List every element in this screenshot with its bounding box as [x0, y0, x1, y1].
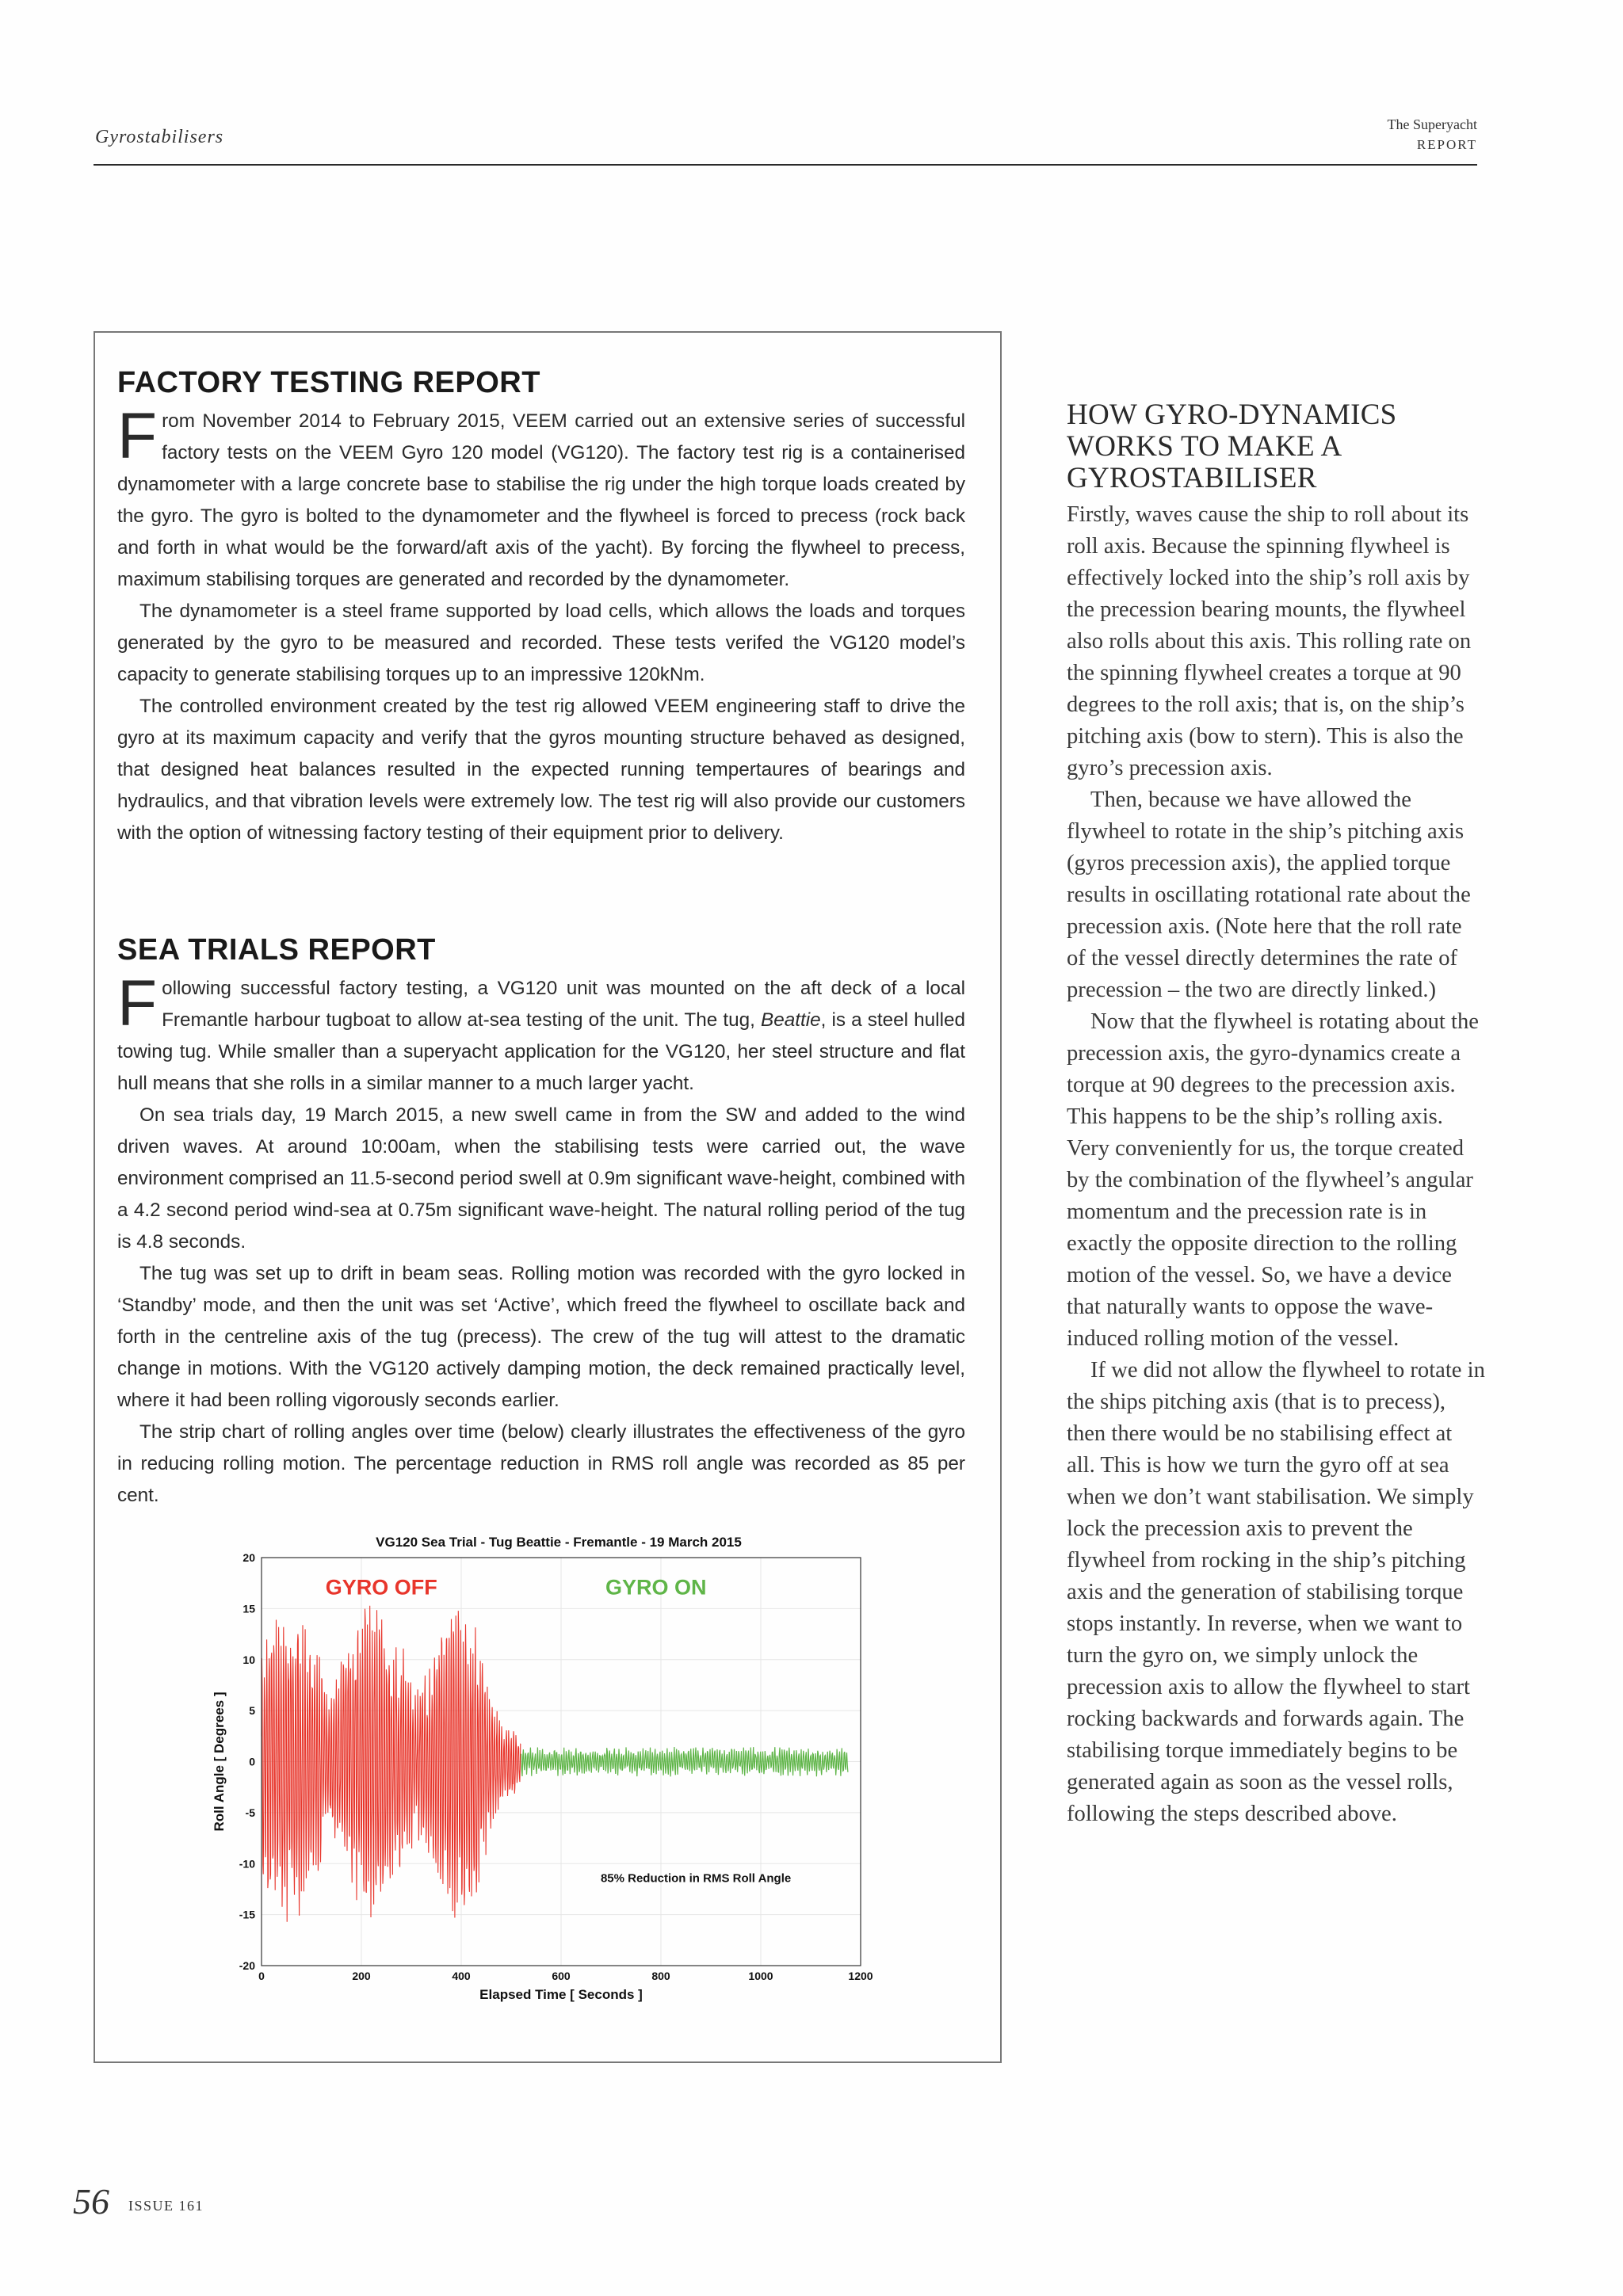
- y-axis-label: Roll Angle [ Degrees ]: [212, 1691, 227, 1832]
- sea-trials-body: [117, 967, 965, 1512]
- factory-body: [117, 400, 965, 849]
- sea-p1-text-a: ollowing successful factory testing, a VG120 unit was mounted on the aft deck of a local Fremantle harbour tugboat to allow at-sea testing of the unit. The tug,: [162, 978, 965, 1031]
- x-tick-label: 0: [258, 1970, 265, 1982]
- gyro-off-series: [262, 1606, 521, 1922]
- tug-name: Beattie: [761, 1009, 821, 1031]
- factory-p1-text: rom November 2014 to February 2015, VEEM carried out an extensive series of successful factory tests on the VEEM Gyro 120 model (VG120). The factory test rig is a containerised dynamometer with a large concrete base to stabilise the rig under the high torque loads created by the gyro. The gyro is bolted to the dynamometer and the flywheel is forced to precess (rock back and forth in what would be the forward/aft axis of the yacht). By forcing the flywheel to precess, maximum stabilising torques are generated and recorded by the dynamometer.: [117, 410, 965, 590]
- sea-paragraph: The tug was set up to drift in beam seas. Rolling motion was recorded with the gyro locked in ‘Standby’ mode, and then the unit was set ‘Active’, which freed the flywheel to oscillate back and forth in the centreline axis of the tug (precess). The crew of the tug will attest to the dramatic change in motions. With the VG120 actively damping motion, the deck remained practically level, where it had been rolling vigorously seconds earlier.: [117, 1263, 965, 1411]
- x-tick-label: 1200: [848, 1970, 873, 1982]
- y-tick-label: 15: [242, 1602, 255, 1615]
- gyro-on-label: GYRO ON: [605, 1575, 707, 1600]
- x-tick-label: 400: [452, 1970, 471, 1982]
- reduction-annotation: 85% Reduction in RMS Roll Angle: [600, 1871, 792, 1886]
- sea-paragraph: On sea trials day, 19 March 2015, a new swell came in from the SW and added to the wind driven waves. At around 10:00am, when the stabilising tests were carried out, the wave environment comprised an 11.5-second period swell at 0.9m significant wave-height, combined with a 4.2 second period wind-sea at 0.75m significant wave-height. The natural rolling period of the tug is 4.8 seconds.: [117, 1104, 965, 1253]
- page-number: 56: [73, 2181, 109, 2222]
- factory-paragraph: The dynamometer is a steel frame supported by load cells, which allows the loads and torques generated by the gyro to be measured and recorded. These tests verifed the VG120 model’s capacity to generate stabilising torques up to an impressive 120kNm.: [117, 601, 965, 685]
- dropcap: F: [117, 967, 158, 1039]
- x-axis-label: Elapsed Time [ Seconds ]: [479, 1987, 643, 2002]
- dropcap: F: [117, 400, 158, 472]
- factory-title: FACTORY TESTING REPORT: [117, 366, 540, 399]
- x-tick-label: 200: [352, 1970, 371, 1982]
- sea-paragraph: [117, 967, 965, 1100]
- y-tick-label: 5: [249, 1704, 255, 1718]
- y-tick-label: -15: [239, 1908, 255, 1921]
- article-paragraph: Then, because we have allowed the flywheel to rotate in the ship’s pitching axis (gyros precession axis), the applied torque results in oscillating rotational rate about the precession axis. (Note here that the roll rate of the vessel directly determines the rate of precession – the two are directly linked.): [1067, 788, 1471, 1002]
- x-tick-label: 1000: [748, 1970, 773, 1982]
- section-title: Gyrostabilisers: [95, 127, 224, 147]
- sea-paragraph: The strip chart of rolling angles over time (below) clearly illustrates the effectiveness of the gyro in reducing rolling motion. The percentage reduction in RMS roll angle was recorded as 85 per cent.: [117, 1421, 965, 1506]
- article-paragraph: If we did not allow the flywheel to rotate in the ships pitching axis (that is to precess), then there would be no stabilising effect at all. This is how we turn the gyro off at sea when we don’t want stabilisation. We simply lock the precession axis to prevent the flywheel from rocking in the ship’s pitching axis and the generation of stabilising torque stops instantly. In reverse, when we want to turn the gyro on, we simply unlock the precession axis to allow the flywheel to start rocking backwards and forwards again. The stabilising torque immediately begins to be generated again as soon as the vessel rolls, following the steps described above.: [1067, 1358, 1485, 1826]
- article-title: HOW GYRO-DYNAMICS WORKS TO MAKE A GYROSTABILISER: [1067, 399, 1397, 494]
- publication-line-2: REPORT: [1416, 137, 1477, 152]
- y-tick-label: 0: [249, 1755, 255, 1768]
- factory-paragraph: The controlled environment created by the test rig allowed VEEM engineering staff to drive the gyro at its maximum capacity and verify that the gyros mounting structure behaved as designed, that designed heat balances resulted in the expected running tempertaures of bearings and hydraulics, and that vibration levels were extremely low. The test rig will also provide our customers with the option of witnessing factory testing of their equipment prior to delivery.: [117, 696, 965, 844]
- publication-name: [1388, 114, 1477, 155]
- y-tick-label: -5: [245, 1806, 255, 1819]
- x-tick-label: 800: [651, 1970, 670, 1982]
- sea-trials-title: SEA TRIALS REPORT: [117, 933, 436, 967]
- article-paragraph: Firstly, waves cause the ship to roll about its roll axis. Because the spinning flywheel is effectively locked into the ship’s roll axis by the precession bearing mounts, the flywheel also rolls about this axis. This rolling rate on the spinning flywheel creates a torque at 90 degrees to the roll axis; that is, on the ship’s pitching axis (bow to stern). This is also the gyro’s precession axis.: [1067, 502, 1472, 780]
- y-tick-label: -10: [239, 1857, 255, 1871]
- x-tick-label: 600: [552, 1970, 571, 1982]
- factory-paragraph: [117, 400, 965, 596]
- chart-title: VG120 Sea Trial - Tug Beattie - Fremantle - 19 March 2015: [376, 1535, 742, 1550]
- y-tick-label: -20: [239, 1959, 255, 1972]
- roll-angle-chart: [206, 1526, 888, 2033]
- sea-p1-text-b: , is a steel hulled towing tug. While smaller than a superyacht application for the VG120, her steel structure and flat hull means that she rolls in a similar manner to a much larger yacht.: [117, 1009, 965, 1094]
- header-rule: [94, 164, 1477, 166]
- y-tick-label: 10: [242, 1653, 255, 1666]
- publication-line-1: The Superyacht: [1387, 116, 1477, 132]
- gyro-off-label: GYRO OFF: [325, 1575, 437, 1600]
- issue-number: ISSUE 161: [128, 2198, 204, 2214]
- article-body: [1067, 499, 1485, 1830]
- y-tick-label: 20: [242, 1551, 255, 1564]
- article-paragraph: Now that the flywheel is rotating about the precession axis, the gyro-dynamics create a torque at 90 degrees to the precession axis. This happens to be the ship’s rolling axis. Very conveniently for us, the torque created by the combination of the flywheel’s angular momentum and the precession rate is in exactly the opposite direction to the rolling motion of the vessel. So, we have a device that naturally wants to oppose the wave-induced rolling motion of the vessel.: [1067, 1009, 1479, 1351]
